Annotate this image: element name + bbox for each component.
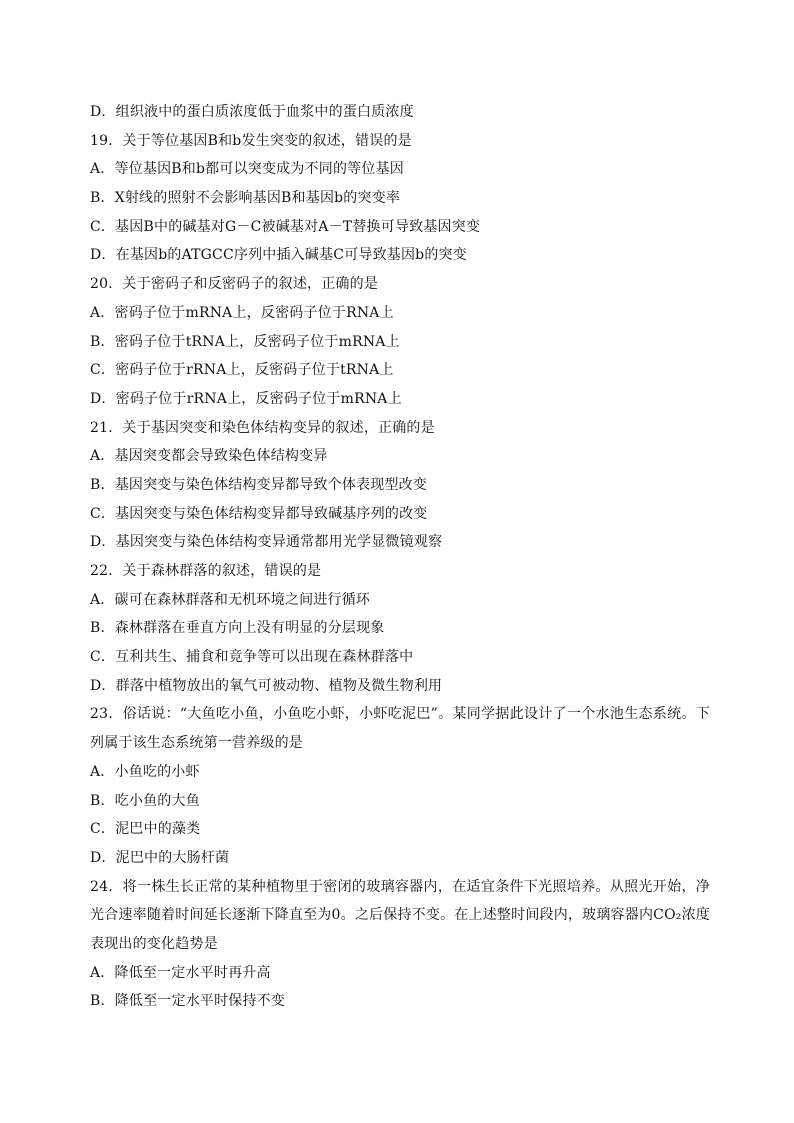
option-21-d: D．基因突变与染色体结构变异通常都用光学显微镜观察	[90, 534, 443, 551]
option-23-a: A．小鱼吃的小虾	[90, 763, 200, 780]
option-21-c: C．基因突变与染色体结构变异都导致碱基序列的改变	[90, 505, 428, 522]
option-19-b: B．X射线的照射不会影响基因B和基因b的突变率	[90, 190, 401, 207]
option-19-a: A．等位基因B和b都可以突变成为不同的等位基因	[90, 161, 404, 178]
option-20-b: B．密码子位于tRNA上，反密码子位于mRNA上	[90, 333, 400, 350]
option-20-a: A．密码子位于mRNA上，反密码子位于RNA上	[90, 304, 394, 321]
option-21-b: B．基因突变与染色体结构变异都导致个体表现型改变	[90, 476, 428, 493]
question-23-stem: 23．俗话说：“大鱼吃小鱼，小鱼吃小虾，小虾吃泥巴”。某同学据此设计了一个水池生态系统。下列属于该生态系统第一营养级的是	[90, 706, 710, 752]
question-20-stem: 20．关于密码子和反密码子的叙述，正确的是	[90, 276, 379, 293]
question-24-stem: 24．将一株生长正常的某种植物里于密闭的玻璃容器内，在适宜条件下光照培养。从照光开始，净光合速率随着时间延长逐渐下降直至为0。之后保持不变。在上述整时间段内，玻璃容器内CO₂浓度表现出的变化趋势是	[90, 878, 710, 952]
option-22-c: C．互利共生、捕食和竞争等可以出现在森林群落中	[90, 649, 414, 666]
option-23-d: D．泥巴中的大肠杆菌	[90, 849, 230, 866]
option-22-b: B．森林群落在垂直方向上没有明显的分层现象	[90, 620, 385, 637]
question-21-stem: 21．关于基因突变和染色体结构变异的叙述，正确的是	[90, 419, 435, 436]
option-20-d: D．密码子位于rRNA上，反密码子位于mRNA上	[90, 390, 402, 407]
option-18-d: D．组织液中的蛋白质浓度低于血浆中的蛋白质浓度	[90, 104, 414, 120]
option-20-c: C．密码子位于rRNA上，反密码子位于tRNA上	[90, 362, 394, 379]
document-body	[90, 98, 710, 1016]
option-24-a: A．降低至一定水平时再升高	[90, 964, 271, 981]
option-21-a: A．基因突变都会导致染色体结构变异	[90, 448, 328, 465]
question-19-stem: 19．关于等位基因B和b发生突变的叙述，错误的是	[90, 132, 412, 149]
option-23-c: C．泥巴中的藻类	[90, 821, 201, 838]
option-22-a: A．碳可在森林群落和无机环境之间进行循环	[90, 591, 371, 608]
option-19-c: C．基因B中的碱基对G－C被碱基对A－T替换可导致基因突变	[90, 218, 481, 235]
question-22-stem: 22．关于森林群落的叙述，错误的是	[90, 563, 322, 579]
option-23-b: B．吃小鱼的大鱼	[90, 792, 200, 809]
option-24-b: B．降低至一定水平时保持不变	[90, 993, 286, 1010]
option-19-d: D．在基因b的ATGCC序列中插入碱基C可导致基因b的突变	[90, 247, 467, 264]
option-22-d: D．群落中植物放出的氧气可被动物、植物及微生物利用	[90, 677, 443, 694]
